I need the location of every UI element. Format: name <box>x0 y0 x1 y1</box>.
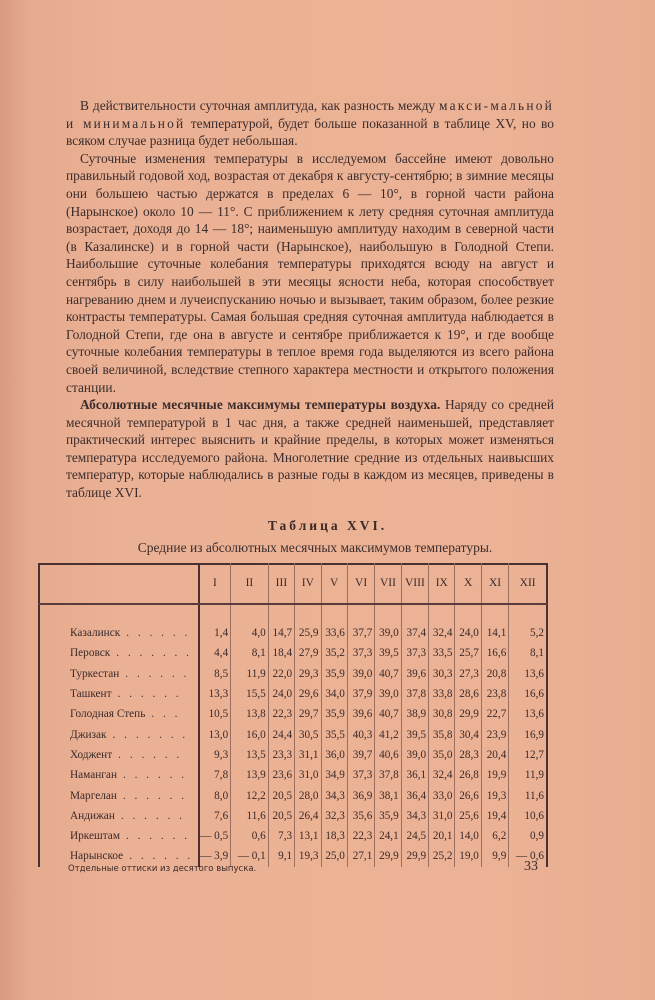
value-cell: 18,4 <box>268 643 294 663</box>
value-cell: 33,0 <box>429 785 455 805</box>
value-cell: 24,5 <box>401 826 428 846</box>
body-text <box>66 97 554 502</box>
table-row <box>39 785 547 805</box>
value-cell: 38,1 <box>375 785 401 805</box>
value-cell: 20,5 <box>268 785 294 805</box>
value-cell: 30,4 <box>455 724 481 744</box>
value-cell: 29,6 <box>295 684 321 704</box>
station-name: Туркестан <box>70 667 120 680</box>
value-cell: 38,9 <box>401 704 428 724</box>
table-body <box>39 604 547 867</box>
value-cell: 40,6 <box>375 745 401 765</box>
value-cell: 37,3 <box>347 765 374 785</box>
value-cell: 13,6 <box>509 704 547 724</box>
value-cell: 36,0 <box>321 745 347 765</box>
value-cell: 9,3 <box>199 745 231 765</box>
leader-dots: . . . . . . . <box>112 728 189 741</box>
value-cell: 27,9 <box>295 643 321 663</box>
value-cell: 10,6 <box>509 806 547 826</box>
value-cell: 35,5 <box>321 724 347 744</box>
column-header: I <box>199 563 231 604</box>
paragraph-1 <box>66 97 554 150</box>
column-header: VIII <box>401 563 428 604</box>
value-cell: 16,0 <box>231 724 269 744</box>
value-cell: 30,8 <box>429 704 455 724</box>
value-cell: — 0,1 <box>231 846 269 866</box>
value-cell: 22,0 <box>268 664 294 684</box>
leader-dots: . . . <box>151 708 181 721</box>
value-cell: 33,8 <box>429 684 455 704</box>
paragraph-2: Суточные изменения температуры в исследуемом бассейне имеют довольно правильный годовой ход, возрастая от декабря к августу-сентябрю; в зимние месяцы они большею частью держатся в пределах 6 — 10°, в горной части района (Нарынское) около 10 — 11°. С приближением к лету средняя суточная амплитуда возрастает, доходя до 14 — 18°; наименьшую амплитуду находим в северной части (в Казалинске) и в горной части (Нарынское), наибольшую в Голодной Степи. Наибольшие суточные колебания температуры приходятся всюду на август и сентябрь в силу наибольшей в эти месяцы ясности неба, которая способствует нагреванию днем и лучеиспусканию ночью и вызывает, таким образом, более резкие контрасты температуры. Самая большая средняя суточная амплитуда наблюдается в Голодной Степи, где она в августе и сентябре приближается к 19°, и где вообще суточные колебания температуры в теплое время года выделяются из всего района своей величиной, вследствие степного характера местности и открытого положения станции. <box>66 150 554 395</box>
value-cell: 13,5 <box>231 745 269 765</box>
value-cell: 10,5 <box>199 704 231 724</box>
value-cell: 29,9 <box>455 704 481 724</box>
value-cell: 29,3 <box>295 664 321 684</box>
value-cell: 39,0 <box>375 623 401 643</box>
station-cell <box>39 826 199 846</box>
value-cell: 0,6 <box>231 826 269 846</box>
value-cell: 37,9 <box>347 684 374 704</box>
leader-dots: . . . . . . <box>129 850 194 863</box>
station-name: Маргелан <box>70 789 117 802</box>
table-row <box>39 826 547 846</box>
page-number: 33 <box>524 859 538 874</box>
value-cell: 27,3 <box>455 664 481 684</box>
value-cell: 40,7 <box>375 704 401 724</box>
station-name: Андижан <box>70 809 115 822</box>
value-cell: 41,2 <box>375 724 401 744</box>
value-cell: 35,6 <box>347 806 374 826</box>
value-cell: 35,8 <box>429 724 455 744</box>
value-cell: 1,4 <box>199 623 231 643</box>
value-cell: 19,3 <box>481 785 508 805</box>
paragraph-3 <box>66 396 554 502</box>
stub-header <box>39 563 199 604</box>
station-name: Голодная Степь <box>70 708 146 721</box>
value-cell: 0,9 <box>509 826 547 846</box>
value-cell: 34,9 <box>321 765 347 785</box>
value-cell: 14,0 <box>455 826 481 846</box>
temperature-table <box>38 563 548 867</box>
station-cell <box>39 785 199 805</box>
leader-dots: . . . . . . <box>120 809 185 822</box>
value-cell: 20,8 <box>481 664 508 684</box>
value-cell: — 0,5 <box>199 826 231 846</box>
table-header-row <box>39 563 547 604</box>
value-cell: 13,8 <box>231 704 269 724</box>
column-header: IX <box>429 563 455 604</box>
station-cell <box>39 664 199 684</box>
column-header: V <box>321 563 347 604</box>
station-name: Казалинск <box>70 627 121 640</box>
station-cell <box>39 684 199 704</box>
value-cell: 29,9 <box>375 846 401 866</box>
leader-dots: . . . . . . <box>117 688 182 701</box>
section-heading: Абсолютные месячные максимумы температуры воздуха. <box>80 397 441 413</box>
value-cell: 37,4 <box>401 623 428 643</box>
leader-dots: . . . . . . <box>125 830 191 843</box>
value-cell: 39,6 <box>401 664 428 684</box>
station-name: Нарынское <box>70 850 124 863</box>
value-cell: 9,1 <box>268 846 294 866</box>
value-cell: 11,9 <box>231 664 269 684</box>
value-cell: 13,3 <box>199 684 231 704</box>
value-cell: 30,3 <box>429 664 455 684</box>
value-cell: 39,5 <box>401 724 428 744</box>
value-cell: 14,7 <box>268 623 294 643</box>
value-cell: 8,5 <box>199 664 231 684</box>
value-cell: 39,7 <box>347 745 374 765</box>
value-cell: 37,7 <box>347 623 374 643</box>
column-header: III <box>268 563 294 604</box>
station-name: Перовск <box>70 647 111 660</box>
value-cell: 32,4 <box>429 765 455 785</box>
value-cell: 12,7 <box>509 745 547 765</box>
table-row <box>39 623 547 643</box>
value-cell: 34,3 <box>401 806 428 826</box>
value-cell: 39,0 <box>375 684 401 704</box>
value-cell: 8,0 <box>199 785 231 805</box>
value-cell: 33,6 <box>321 623 347 643</box>
column-header: VI <box>347 563 374 604</box>
footnote: Отдельные оттиски из десятого выпуска. <box>68 864 257 874</box>
value-cell: 4,4 <box>199 643 231 663</box>
table-row <box>39 684 547 704</box>
value-cell: 16,9 <box>509 724 547 744</box>
table-row <box>39 664 547 684</box>
station-cell <box>39 806 199 826</box>
value-cell: 34,3 <box>321 785 347 805</box>
value-cell: 30,5 <box>295 724 321 744</box>
value-cell: 23,3 <box>268 745 294 765</box>
value-cell: 26,8 <box>455 765 481 785</box>
value-cell: 35,9 <box>321 664 347 684</box>
value-cell: 16,6 <box>509 684 547 704</box>
table-row <box>39 806 547 826</box>
station-cell <box>39 623 199 643</box>
value-cell: 5,2 <box>509 623 547 643</box>
value-cell: 19,0 <box>455 846 481 866</box>
value-cell: 23,6 <box>268 765 294 785</box>
value-cell: 26,4 <box>295 806 321 826</box>
station-name: Наманган <box>70 769 117 782</box>
column-header: XI <box>481 563 508 604</box>
value-cell: 28,0 <box>295 785 321 805</box>
value-cell: 19,3 <box>295 846 321 866</box>
value-cell: 25,2 <box>429 846 455 866</box>
value-cell: 7,6 <box>199 806 231 826</box>
column-header: IV <box>295 563 321 604</box>
value-cell: 13,6 <box>509 664 547 684</box>
value-cell: 28,3 <box>455 745 481 765</box>
value-cell: 13,0 <box>199 724 231 744</box>
value-cell: 27,1 <box>347 846 374 866</box>
value-cell: 19,9 <box>481 765 508 785</box>
value-cell: 29,9 <box>401 846 428 866</box>
value-cell: 13,9 <box>231 765 269 785</box>
value-cell: 24,4 <box>268 724 294 744</box>
column-header: X <box>455 563 481 604</box>
table-row <box>39 643 547 663</box>
value-cell: 22,3 <box>347 826 374 846</box>
table-row <box>39 745 547 765</box>
value-cell: 40,3 <box>347 724 374 744</box>
value-cell: 33,5 <box>429 643 455 663</box>
value-cell: — 3,9 <box>199 846 231 866</box>
value-cell: 28,6 <box>455 684 481 704</box>
value-cell: 20,5 <box>268 806 294 826</box>
value-cell: 19,4 <box>481 806 508 826</box>
value-cell: 20,4 <box>481 745 508 765</box>
value-cell: 36,1 <box>401 765 428 785</box>
station-name: Иркештам <box>70 830 120 843</box>
value-cell: 36,9 <box>347 785 374 805</box>
value-cell: 40,7 <box>375 664 401 684</box>
value-cell: 13,1 <box>295 826 321 846</box>
value-cell: 25,9 <box>295 623 321 643</box>
value-cell: 23,9 <box>481 724 508 744</box>
value-cell: 34,0 <box>321 684 347 704</box>
table-subtitle: Средние из абсолютных месячных максимумов температуры. <box>137 540 493 555</box>
value-cell: 31,0 <box>295 765 321 785</box>
leader-dots: . . . . . . <box>123 769 188 782</box>
station-cell <box>39 643 199 663</box>
value-cell: 4,0 <box>231 623 269 643</box>
value-cell: 23,8 <box>481 684 508 704</box>
value-cell: 6,2 <box>481 826 508 846</box>
value-cell: 26,6 <box>455 785 481 805</box>
leader-dots: . . . . . . <box>122 789 187 802</box>
value-cell: 12,2 <box>231 785 269 805</box>
value-cell: 11,6 <box>231 806 269 826</box>
value-cell: 25,6 <box>455 806 481 826</box>
value-cell: 24,1 <box>375 826 401 846</box>
station-name: Джизак <box>70 728 107 741</box>
station-cell <box>39 765 199 785</box>
station-cell <box>39 724 199 744</box>
value-cell: 32,3 <box>321 806 347 826</box>
value-cell: 37,8 <box>375 765 401 785</box>
value-cell: 22,3 <box>268 704 294 724</box>
value-cell: 11,9 <box>509 765 547 785</box>
value-cell: 9,9 <box>481 846 508 866</box>
value-cell: 37,8 <box>401 684 428 704</box>
value-cell: 39,0 <box>401 745 428 765</box>
value-cell: 39,0 <box>347 664 374 684</box>
value-cell: 7,8 <box>199 765 231 785</box>
value-cell: 8,1 <box>231 643 269 663</box>
value-cell: 24,0 <box>455 623 481 643</box>
value-cell: 18,3 <box>321 826 347 846</box>
value-cell: 35,9 <box>321 704 347 724</box>
value-cell: 35,9 <box>375 806 401 826</box>
value-cell: 11,6 <box>509 785 547 805</box>
value-cell: 36,4 <box>401 785 428 805</box>
value-cell: 15,5 <box>231 684 269 704</box>
value-cell: 8,1 <box>509 643 547 663</box>
value-cell: — 0,6 <box>509 846 547 866</box>
paragraph-1-spaced: макси-мальной и минимальной <box>66 98 554 131</box>
column-header: VII <box>375 563 401 604</box>
station-name: Ходжент <box>70 748 113 761</box>
value-cell: 31,1 <box>295 745 321 765</box>
table-title: Таблица XVI. <box>267 518 388 533</box>
station-name: Ташкент <box>70 688 112 701</box>
value-cell: 32,4 <box>429 623 455 643</box>
value-cell: 7,3 <box>268 826 294 846</box>
value-cell: 37,3 <box>347 643 374 663</box>
leader-dots: . . . . . . <box>126 627 191 640</box>
table-row <box>39 765 547 785</box>
value-cell: 35,0 <box>429 745 455 765</box>
leader-dots: . . . . . . . <box>116 647 192 660</box>
value-cell: 31,0 <box>429 806 455 826</box>
value-cell: 29,7 <box>295 704 321 724</box>
value-cell: 25,7 <box>455 643 481 663</box>
table-container <box>38 563 550 867</box>
value-cell: 39,6 <box>347 704 374 724</box>
value-cell: 22,7 <box>481 704 508 724</box>
column-header: II <box>231 563 269 604</box>
table-row <box>39 704 547 724</box>
value-cell: 35,2 <box>321 643 347 663</box>
value-cell: 39,5 <box>375 643 401 663</box>
station-cell <box>39 704 199 724</box>
value-cell: 37,3 <box>401 643 428 663</box>
station-cell <box>39 745 199 765</box>
value-cell: 14,1 <box>481 623 508 643</box>
leader-dots: . . . . . . <box>125 667 190 680</box>
value-cell: 24,0 <box>268 684 294 704</box>
paragraph-3-rest: Наряду со средней месячной температурой в 1 час дня, а также средней наименьшей, представляет практический интерес выяснить и крайние пределы, в которых может изменяться температура исследуемого района. Многолетние средние из отдельных наивысших температур, которые наблюдались в разные годы в каждом из месяцев, приведены в таблице XVI. <box>66 397 554 501</box>
paragraph-1-lead: В действительности суточная амплитуда, как разность между <box>80 98 436 113</box>
value-cell: 25,0 <box>321 846 347 866</box>
table-row <box>39 724 547 744</box>
column-header: XII <box>509 563 547 604</box>
value-cell: 20,1 <box>429 826 455 846</box>
leader-dots: . . . . . . <box>118 748 183 761</box>
paragraph-1-rest: температурой, будет больше показанной в таблице XV, но во всяком случае разница будет небольшая. <box>66 115 554 149</box>
value-cell: 16,6 <box>481 643 508 663</box>
spacer-row <box>39 604 547 623</box>
